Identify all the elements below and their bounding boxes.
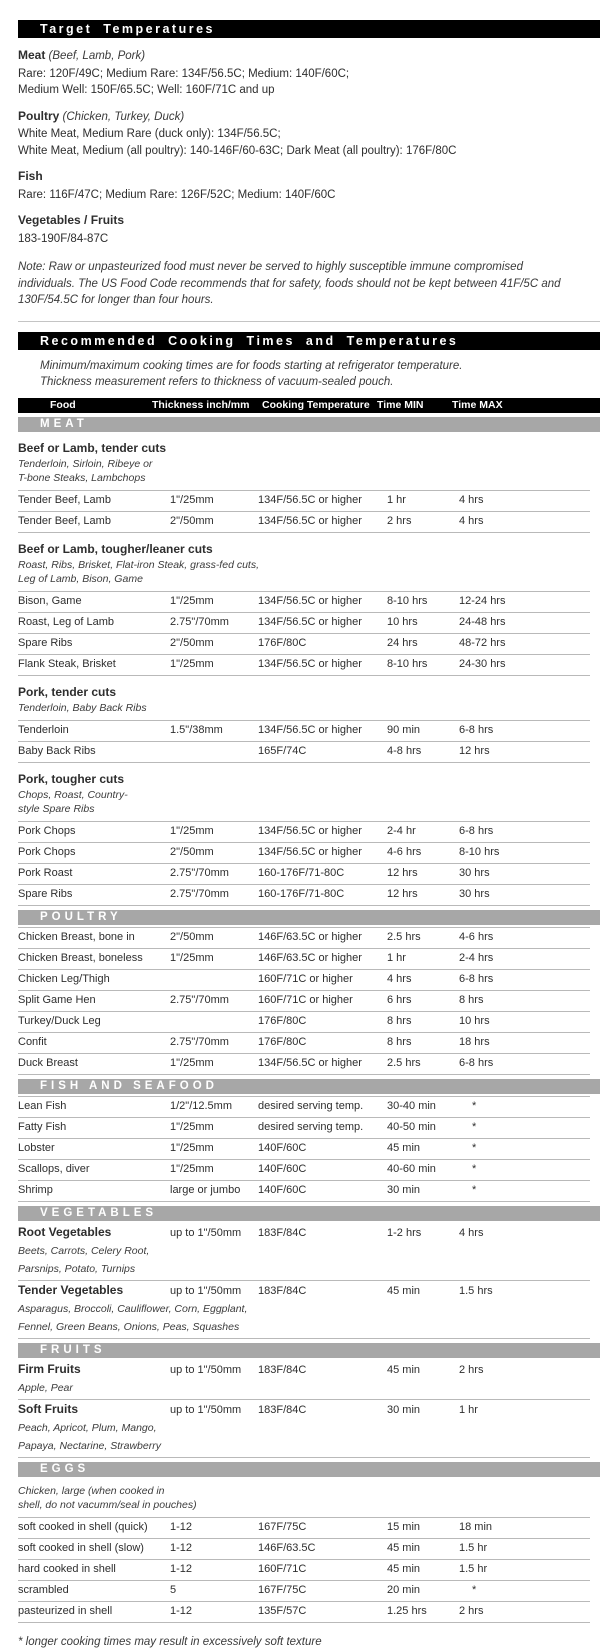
cell-time-max: 8 hrs: [459, 994, 484, 1006]
cell-time-min: 90 min: [387, 724, 421, 736]
cell-time-max: 8-10 hrs: [459, 846, 500, 858]
food-row-unit: [18, 1138, 590, 1159]
cell-temperature: 167F/75C: [258, 1584, 307, 1596]
cell-thickness: 2.75"/70mm: [170, 616, 229, 628]
food-row-unit: [18, 612, 590, 633]
food-row: [18, 721, 590, 741]
food-row: [18, 991, 590, 1011]
food-row: [18, 822, 590, 842]
cell-temperature: 146F/63.5C or higher: [258, 931, 362, 943]
food-row-unit: [18, 821, 590, 842]
cell-time-min: 8 hrs: [387, 1036, 412, 1048]
cell-food: Baby Back Ribs: [18, 745, 96, 757]
cell-time-max: 30 hrs: [459, 888, 490, 900]
cell-time-min: 1 hr: [387, 952, 406, 964]
cell-food: pasteurized in shell: [18, 1605, 113, 1617]
food-row-unit: [18, 1011, 590, 1032]
category-heading: [18, 212, 582, 230]
food-row: [18, 1400, 590, 1421]
food-row-unit: [18, 990, 590, 1011]
cell-thickness: 1"/25mm: [170, 1121, 214, 1133]
section-body-eggs: [18, 1484, 590, 1623]
cell-time-max: 30 hrs: [459, 867, 490, 879]
cell-thickness: 1/2"/12.5mm: [170, 1100, 232, 1112]
food-row-unit: [18, 1517, 590, 1538]
cell-time-min: 8-10 hrs: [387, 595, 428, 607]
section-note-line: shell, do not vacumm/seal in pouches): [18, 1498, 197, 1511]
cell-time-max: 18 hrs: [459, 1036, 490, 1048]
cell-food: Root Vegetables: [18, 1225, 112, 1239]
food-row: [18, 1539, 590, 1559]
category-term: Fish: [18, 169, 43, 183]
category-qualifier: (Beef, Lamb, Pork): [48, 50, 146, 62]
cell-time-max: 24-30 hrs: [459, 658, 506, 670]
column-header-bar: [18, 398, 600, 413]
cell-thickness: 1"/25mm: [170, 1163, 214, 1175]
section-body-vegetables: [18, 1223, 590, 1339]
cell-time-max: *: [472, 1184, 477, 1196]
food-row-unit: [18, 863, 590, 884]
food-row-unit: [18, 948, 590, 969]
cell-thickness: 1"/25mm: [170, 1057, 214, 1069]
food-row: [18, 512, 590, 532]
footnote: * longer cooking times may result in excessively soft texture: [18, 1635, 322, 1648]
cell-thickness: up to 1"/50mm: [170, 1227, 242, 1239]
cell-food: Tender Vegetables: [18, 1283, 124, 1297]
cell-temperature: 134F/56.5C or higher: [258, 846, 362, 858]
col-header-time-max: Time MAX: [452, 399, 503, 411]
cell-thickness: large or jumbo: [170, 1184, 241, 1196]
cell-thickness: 2"/50mm: [170, 846, 214, 858]
cell-time-min: 4-8 hrs: [387, 745, 422, 757]
section-band-poultry: POULTRY: [18, 910, 600, 925]
cell-temperature: desired serving temp.: [258, 1121, 364, 1133]
cell-temperature: 134F/56.5C or higher: [258, 595, 362, 607]
food-row-unit: [18, 511, 590, 533]
cell-time-max: *: [472, 1121, 477, 1133]
cooking-times-title-bar: [18, 332, 600, 350]
cell-temperature: 134F/56.5C or higher: [258, 515, 362, 527]
cell-temperature: 160-176F/71-80C: [258, 867, 345, 879]
food-row: [18, 1560, 590, 1580]
cell-time-min: 2 hrs: [387, 515, 412, 527]
food-row: [18, 949, 590, 969]
cell-time-max: 24-48 hrs: [459, 616, 506, 628]
category-term: Poultry: [18, 108, 60, 123]
cell-time-min: 6 hrs: [387, 994, 412, 1006]
food-row: [18, 613, 590, 633]
food-row-unit: [18, 1399, 590, 1458]
section-body-fish-and-seafood: [18, 1096, 590, 1202]
cell-temperature: 140F/60C: [258, 1184, 307, 1196]
cell-time-max: *: [472, 1163, 477, 1175]
food-row: [18, 928, 590, 948]
cell-temperature: desired serving temp.: [258, 1100, 364, 1112]
cell-temperature: 160F/71C or higher: [258, 994, 353, 1006]
food-row: [18, 1360, 590, 1381]
cell-temperature: 140F/60C: [258, 1142, 307, 1154]
cell-time-min: 2-4 hr: [387, 825, 416, 837]
target-temperatures-title: Target Temperatures: [40, 22, 215, 36]
cell-temperature: 183F/84C: [258, 1227, 307, 1239]
cell-temperature: 160-176F/71-80C: [258, 888, 345, 900]
cell-time-min: 45 min: [387, 1285, 421, 1297]
food-row: [18, 1160, 590, 1180]
section-band-meat: MEAT: [18, 417, 600, 432]
cell-food: Spare Ribs: [18, 637, 73, 649]
cell-time-min: 30 min: [387, 1184, 421, 1196]
cell-time-min: 4 hrs: [387, 973, 412, 985]
cell-time-max: 18 min: [459, 1521, 493, 1533]
group-description: style Spare Ribs: [18, 802, 95, 815]
section-note: [18, 1484, 590, 1512]
group-description: Roast, Ribs, Brisket, Flat-iron Steak, grass-fed cuts,: [18, 558, 259, 571]
group-description: Leg of Lamb, Bison, Game: [18, 572, 143, 585]
food-row: [18, 1097, 590, 1117]
cell-food: Chicken Leg/Thigh: [18, 973, 110, 985]
cell-time-min: 8 hrs: [387, 1015, 412, 1027]
cell-food: Pork Chops: [18, 825, 76, 837]
row-description: Papaya, Nectarine, Strawberry: [18, 1439, 161, 1452]
food-row: [18, 970, 590, 990]
cell-food: hard cooked in shell: [18, 1563, 116, 1575]
food-row-unit: [18, 842, 590, 863]
food-row-unit: [18, 654, 590, 676]
cell-thickness: 2.75"/70mm: [170, 1036, 229, 1048]
cell-time-max: 4 hrs: [459, 515, 484, 527]
food-row-unit: [18, 1032, 590, 1053]
cell-food: soft cooked in shell (quick): [18, 1521, 148, 1533]
cell-time-min: 1 hr: [387, 494, 406, 506]
food-row: [18, 1054, 590, 1074]
cell-food: Flank Steak, Brisket: [18, 658, 116, 670]
cell-time-max: 6-8 hrs: [459, 825, 494, 837]
cell-food: Pork Roast: [18, 867, 73, 879]
cell-time-min: 12 hrs: [387, 867, 418, 879]
food-row: [18, 1518, 590, 1538]
cell-time-min: 40-60 min: [387, 1163, 436, 1175]
cell-temperature: 134F/56.5C or higher: [258, 616, 362, 628]
cell-food: Confit: [18, 1036, 47, 1048]
cell-time-max: 6-8 hrs: [459, 973, 494, 985]
cell-thickness: 2.75"/70mm: [170, 867, 229, 879]
cell-time-min: 10 hrs: [387, 616, 418, 628]
cell-temperature: 134F/56.5C or higher: [258, 825, 362, 837]
food-row: [18, 655, 590, 675]
cell-temperature: 176F/80C: [258, 637, 307, 649]
cell-time-max: 4 hrs: [459, 494, 484, 506]
food-row: [18, 1012, 590, 1032]
cell-food: Tender Beef, Lamb: [18, 515, 111, 527]
food-row-unit: [18, 633, 590, 654]
cell-food: Soft Fruits: [18, 1402, 78, 1416]
food-row-unit: [18, 969, 590, 990]
cell-time-min: 45 min: [387, 1142, 421, 1154]
section-band-fish-and-seafood: FISH AND SEAFOOD: [18, 1079, 600, 1094]
group-title: Beef or Lamb, tougher/leaner cuts: [18, 541, 213, 556]
food-row-unit: [18, 1096, 590, 1117]
cell-food: Roast, Leg of Lamb: [18, 616, 115, 628]
section-divider: [18, 321, 600, 322]
section-body-poultry: [18, 927, 590, 1075]
cell-food: Tender Beef, Lamb: [18, 494, 111, 506]
cell-temperature: 183F/84C: [258, 1404, 307, 1416]
cell-food: Pork Chops: [18, 846, 76, 858]
cell-thickness: 1.5"/38mm: [170, 724, 223, 736]
cell-food: Turkey/Duck Leg: [18, 1015, 101, 1027]
food-row: [18, 1118, 590, 1138]
cell-thickness: 2"/50mm: [170, 931, 214, 943]
cell-time-min: 45 min: [387, 1364, 421, 1376]
food-row: [18, 1281, 590, 1302]
cell-time-min: 40-50 min: [387, 1121, 436, 1133]
food-row-unit: [18, 1159, 590, 1180]
cell-time-max: 48-72 hrs: [459, 637, 506, 649]
cell-time-min: 45 min: [387, 1563, 421, 1575]
food-group-header: [18, 542, 590, 586]
cooking-table: [0, 417, 600, 1623]
cell-time-max: 12 hrs: [459, 745, 490, 757]
cell-temperature: 140F/60C: [258, 1163, 307, 1175]
section-band-eggs: EGGS: [18, 1462, 600, 1477]
cell-time-min: 8-10 hrs: [387, 658, 428, 670]
cell-thickness: 2.75"/70mm: [170, 994, 229, 1006]
category-heading: [18, 108, 582, 126]
cell-food: Chicken Breast, boneless: [18, 952, 143, 964]
cell-time-max: 4 hrs: [459, 1227, 484, 1239]
table-intro-line: Thickness measurement refers to thickness of vacuum-sealed pouch.: [40, 375, 394, 388]
cell-thickness: 1-12: [170, 1563, 193, 1575]
cell-thickness: up to 1"/50mm: [170, 1364, 242, 1376]
cell-thickness: 1-12: [170, 1605, 193, 1617]
group-title: Pork, tougher cuts: [18, 771, 125, 786]
cell-thickness: 1"/25mm: [170, 494, 214, 506]
cell-food: Lean Fish: [18, 1100, 67, 1112]
cell-food: Spare Ribs: [18, 888, 73, 900]
group-title: Beef or Lamb, tender cuts: [18, 440, 167, 455]
cell-time-min: 4-6 hrs: [387, 846, 422, 858]
cell-thickness: up to 1"/50mm: [170, 1285, 242, 1297]
table-intro-line: Minimum/maximum cooking times are for foods starting at refrigerator temperature.: [40, 359, 463, 372]
food-row-unit: [18, 1580, 590, 1601]
cell-time-max: 1.5 hr: [459, 1542, 488, 1554]
col-header-food: Food: [50, 399, 76, 411]
cell-food: Firm Fruits: [18, 1362, 81, 1376]
food-row-unit: [18, 1360, 590, 1399]
group-description: T-bone Steaks, Lambchops: [18, 471, 146, 484]
cell-food: Scallops, diver: [18, 1163, 90, 1175]
cell-thickness: 1"/25mm: [170, 595, 214, 607]
cell-temperature: 176F/80C: [258, 1036, 307, 1048]
cell-temperature: 134F/56.5C or higher: [258, 658, 362, 670]
temperature-line: White Meat, Medium (all poultry): 140-146F/60-63C; Dark Meat (all poultry): 176F/80C: [18, 144, 457, 157]
cell-time-max: 1.5 hr: [459, 1563, 488, 1575]
cell-time-min: 2.5 hrs: [387, 931, 421, 943]
temperature-line: White Meat, Medium Rare (duck only): 134F/56.5C;: [18, 128, 281, 140]
category-term: Meat: [18, 48, 46, 62]
cell-temperature: 176F/80C: [258, 1015, 307, 1027]
col-header-thickness: Thickness inch/mm: [152, 399, 250, 411]
cell-time-max: *: [472, 1584, 477, 1596]
cell-time-min: 20 min: [387, 1584, 421, 1596]
section-body-fruits: [18, 1360, 590, 1458]
food-row-unit: [18, 720, 590, 741]
cell-food: soft cooked in shell (slow): [18, 1542, 144, 1554]
category-heading: [18, 168, 582, 186]
col-header-temperature: Cooking Temperature: [262, 399, 370, 411]
cell-time-max: 2 hrs: [459, 1605, 484, 1617]
cell-thickness: 1"/25mm: [170, 1142, 214, 1154]
cell-thickness: 1-12: [170, 1542, 193, 1554]
cell-time-min: 15 min: [387, 1521, 421, 1533]
food-row-unit: [18, 1601, 590, 1623]
cell-time-max: 1.5 hrs: [459, 1285, 493, 1297]
cell-thickness: 2"/50mm: [170, 637, 214, 649]
cell-temperature: 167F/75C: [258, 1521, 307, 1533]
food-row-unit: [18, 927, 590, 948]
food-row-unit: [18, 1117, 590, 1138]
cell-temperature: 135F/57C: [258, 1605, 307, 1617]
group-description: Tenderloin, Sirloin, Ribeye or: [18, 457, 153, 470]
cell-food: Duck Breast: [18, 1057, 78, 1069]
cell-time-max: 2 hrs: [459, 1364, 484, 1376]
cell-thickness: 2.75"/70mm: [170, 888, 229, 900]
group-description: Chops, Roast, Country-: [18, 788, 128, 801]
cell-time-max: *: [472, 1100, 477, 1112]
food-row-unit: [18, 741, 590, 763]
cell-food: Chicken Breast, bone in: [18, 931, 135, 943]
cell-time-max: 10 hrs: [459, 1015, 490, 1027]
food-row-unit: [18, 1559, 590, 1580]
food-row-unit: [18, 1280, 590, 1339]
target-temperatures-title-bar: [18, 20, 600, 38]
food-row: [18, 1223, 590, 1244]
food-row: [18, 634, 590, 654]
food-row: [18, 1139, 590, 1159]
food-row: [18, 1181, 590, 1201]
cell-time-min: 24 hrs: [387, 637, 418, 649]
food-row: [18, 1033, 590, 1053]
cell-food: Tenderloin: [18, 724, 69, 736]
cell-time-min: 1.25 hrs: [387, 1605, 427, 1617]
food-row-unit: [18, 1053, 590, 1075]
cell-thickness: up to 1"/50mm: [170, 1404, 242, 1416]
category-term: Vegetables / Fruits: [18, 213, 125, 227]
food-row: [18, 843, 590, 863]
temperature-line: Rare: 120F/49C; Medium Rare: 134F/56.5C; Medium: 140F/60C;: [18, 67, 350, 80]
cell-food: Fatty Fish: [18, 1121, 67, 1133]
food-row: [18, 885, 590, 905]
food-row: [18, 1581, 590, 1601]
section-band-vegetables: VEGETABLES: [18, 1206, 600, 1221]
food-row: [18, 1602, 590, 1622]
food-row-unit: [18, 1180, 590, 1202]
cell-temperature: 134F/56.5C or higher: [258, 494, 362, 506]
temperature-line: Medium Well: 150F/65.5C; Well: 160F/71C and up: [18, 84, 275, 96]
category-heading: [18, 47, 582, 65]
cell-time-max: 2-4 hrs: [459, 952, 494, 964]
cell-temperature: 134F/56.5C or higher: [258, 1057, 362, 1069]
cell-food: scrambled: [18, 1584, 69, 1596]
cell-time-max: 1 hr: [459, 1404, 478, 1416]
cell-temperature: 146F/63.5C or higher: [258, 952, 362, 964]
category-qualifier: (Chicken, Turkey, Duck): [62, 110, 185, 123]
food-group-header: [18, 772, 590, 816]
cell-thickness: 2"/50mm: [170, 515, 214, 527]
cell-time-min: 12 hrs: [387, 888, 418, 900]
cell-time-max: *: [472, 1142, 477, 1154]
cell-time-min: 45 min: [387, 1542, 421, 1554]
cell-thickness: 1-12: [170, 1521, 193, 1533]
cell-temperature: 160F/71C: [258, 1563, 307, 1575]
food-row-unit: [18, 490, 590, 511]
cell-food: Bison, Game: [18, 595, 82, 607]
cell-temperature: 183F/84C: [258, 1285, 307, 1297]
food-row-unit: [18, 591, 590, 612]
cell-time-min: 30 min: [387, 1404, 421, 1416]
cell-time-min: 1-2 hrs: [387, 1227, 422, 1239]
target-temperatures-list: [18, 47, 582, 247]
cell-thickness: 5: [170, 1584, 177, 1596]
row-description: Beets, Carrots, Celery Root,: [18, 1244, 150, 1257]
cell-time-max: 6-8 hrs: [459, 1057, 494, 1069]
temperature-line: Rare: 116F/47C; Medium Rare: 126F/52C; Medium: 140F/60C: [18, 188, 336, 201]
group-title: Pork, tender cuts: [18, 684, 117, 699]
cell-food: Shrimp: [18, 1184, 53, 1196]
cell-food: Split Game Hen: [18, 994, 96, 1006]
cooking-times-title: Recommended Cooking Times and Temperatures: [40, 333, 459, 348]
cell-thickness: 1"/25mm: [170, 658, 214, 670]
cell-time-max: 4-6 hrs: [459, 931, 494, 943]
cell-thickness: 1"/25mm: [170, 952, 214, 964]
food-row: [18, 864, 590, 884]
cell-temperature: 183F/84C: [258, 1364, 307, 1376]
cell-temperature: 146F/63.5C: [258, 1542, 316, 1554]
row-description: Fennel, Green Beans, Onions, Peas, Squashes: [18, 1320, 240, 1333]
food-row-unit: [18, 1538, 590, 1559]
cell-temperature: 134F/56.5C or higher: [258, 724, 362, 736]
row-description: Parsnips, Potato, Turnips: [18, 1262, 136, 1275]
safety-note: Note: Raw or unpasteurized food must never be served to highly susceptible immune compromised individuals. The US Food Code recommends that for safety, foods should not be kept between 41F/5C and 130F/54.5C for longer than four hours.: [18, 261, 561, 306]
food-row-unit: [18, 1223, 590, 1280]
cell-time-max: 6-8 hrs: [459, 724, 494, 736]
row-description: Asparagus, Broccoli, Cauliflower, Corn, Eggplant,: [18, 1302, 248, 1315]
cell-temperature: 165F/74C: [258, 745, 307, 757]
food-group-header: [18, 685, 590, 715]
food-row: [18, 491, 590, 511]
section-note-line: Chicken, large (when cooked in: [18, 1484, 165, 1497]
food-row: [18, 742, 590, 762]
section-body-meat: [18, 441, 590, 906]
food-row: [18, 592, 590, 612]
group-description: Tenderloin, Baby Back Ribs: [18, 701, 147, 714]
cell-time-min: 30-40 min: [387, 1100, 436, 1112]
cell-time-max: 12-24 hrs: [459, 595, 506, 607]
cell-thickness: 1"/25mm: [170, 825, 214, 837]
row-description: Peach, Apricot, Plum, Mango,: [18, 1421, 157, 1434]
cell-temperature: 160F/71C or higher: [258, 973, 353, 985]
col-header-time-min: Time MIN: [377, 399, 424, 411]
cell-time-min: 2.5 hrs: [387, 1057, 421, 1069]
section-band-fruits: FRUITS: [18, 1343, 600, 1358]
food-group-header: [18, 441, 590, 485]
row-description: Apple, Pear: [18, 1381, 73, 1394]
table-intro: [40, 358, 582, 390]
cell-food: Lobster: [18, 1142, 55, 1154]
food-row-unit: [18, 884, 590, 906]
temperature-line: 183-190F/84-87C: [18, 232, 109, 245]
